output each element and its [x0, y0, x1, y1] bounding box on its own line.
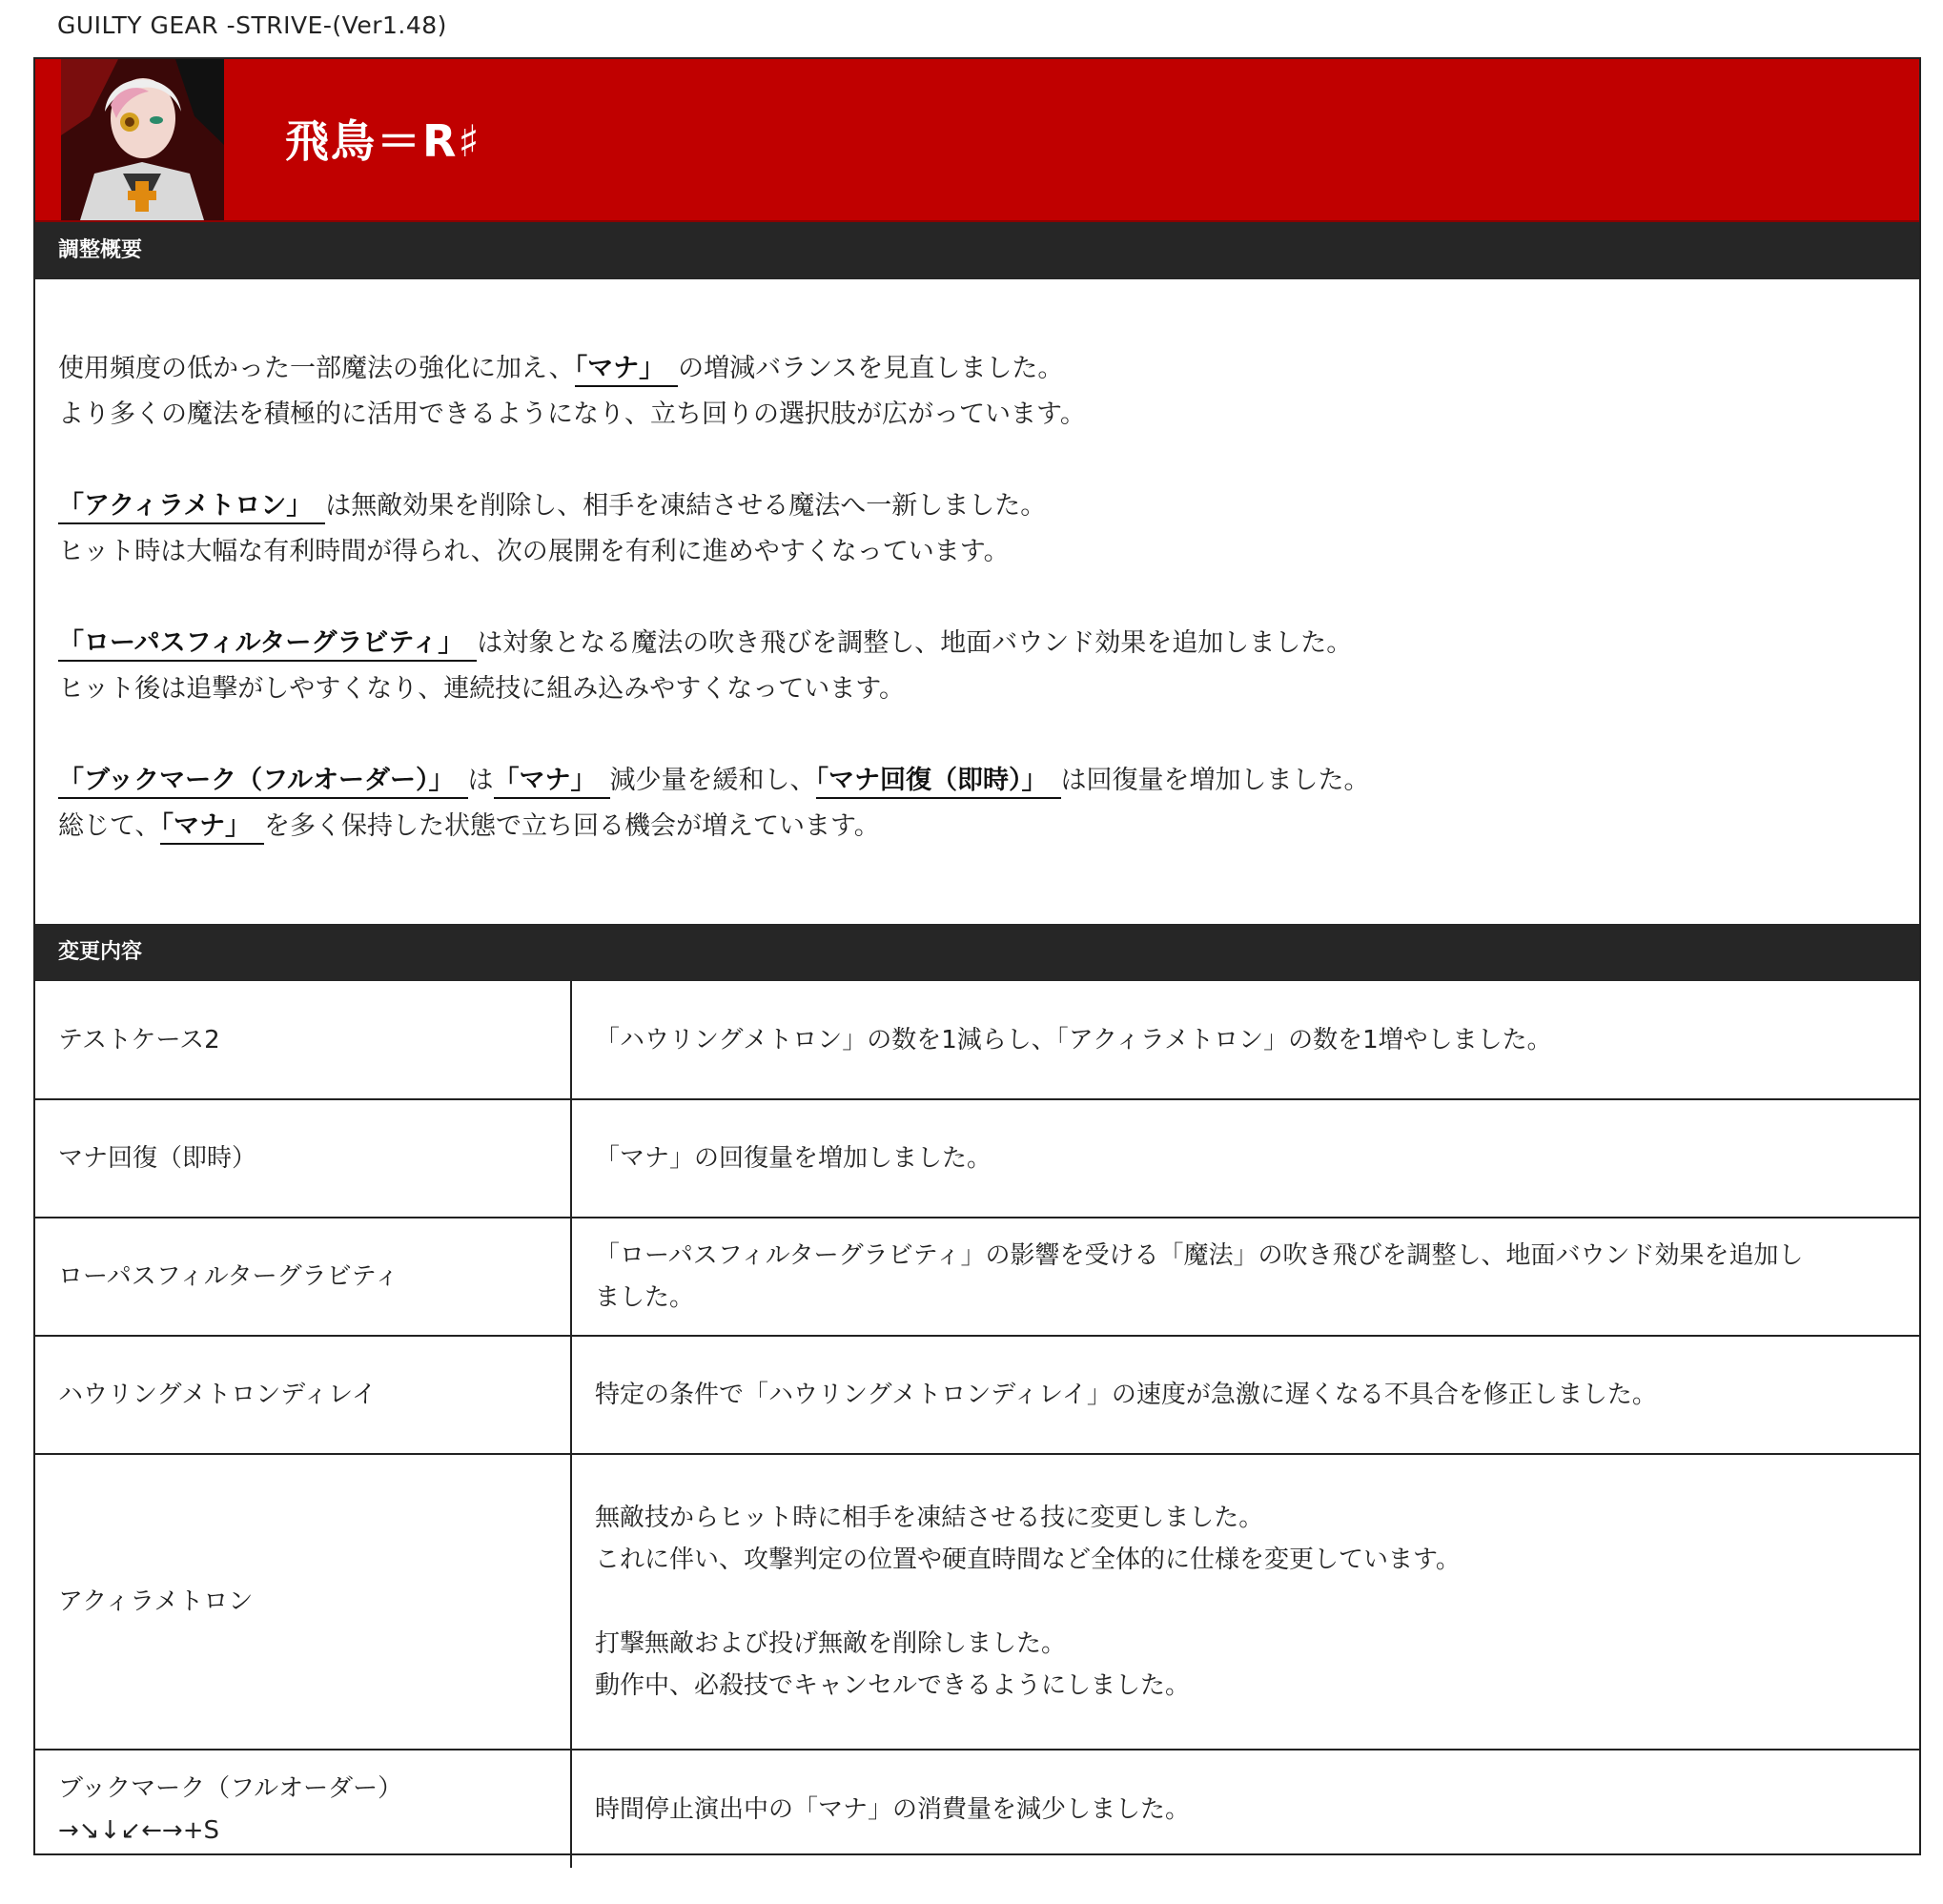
table-row: [35, 1454, 1919, 1750]
keyword-low-pass-filter-gravity: 「ローパスフィルターグラビティ」: [58, 628, 477, 662]
move-name: マナ回復（即時）: [35, 1099, 571, 1218]
changes-table: [35, 981, 1919, 1868]
summary-text: は回復量を増加しました。: [1060, 766, 1370, 795]
move-name: アクィラメトロン: [35, 1454, 571, 1750]
move-name-label: ブックマーク（フルオーダー）: [58, 1773, 403, 1803]
description-line: ました。: [595, 1283, 695, 1312]
keyword-bookmark-full-order: 「ブックマーク（フルオーダー）」: [58, 766, 468, 799]
change-description: [571, 1218, 1919, 1336]
summary-text: ヒット後は追撃がしやすくなり、連続技に組み込みやすくなっています。: [58, 674, 906, 704]
description-line: 無敵技からヒット時に相手を凍結させる技に変更しました。: [595, 1504, 1264, 1532]
move-name: ハウリングメトロンディレイ: [35, 1336, 571, 1454]
adjustment-summary: [35, 279, 1919, 924]
keyword-mana: 「マナ」: [575, 354, 679, 387]
summary-text: 使用頻度の低かった一部魔法の強化に加え、: [58, 354, 575, 383]
summary-text: は対象となる魔法の吹き飛びを調整し、地面バウンド効果を追加しました。: [477, 628, 1353, 658]
keyword-mana-recovery: 「マナ回復（即時）」: [816, 766, 1061, 799]
summary-text: より多くの魔法を積極的に活用できるようになり、立ち回りの選択肢が広がっています。: [58, 399, 1086, 429]
changes-section-header: 変更内容: [35, 924, 1919, 981]
description-line: 打撃無敵および投げ無敵を削除しました。: [595, 1629, 1067, 1658]
keyword-mana: 「マナ」: [494, 766, 610, 799]
summary-text: の増減バランスを見直しました。: [678, 354, 1064, 383]
summary-section-header: 調整概要: [35, 222, 1919, 279]
patch-notes-panel: [33, 57, 1921, 1855]
character-header: [35, 59, 1919, 222]
character-name: 飛鳥＝R♯: [285, 115, 481, 167]
summary-text: 減少量を緩和し、: [609, 766, 816, 795]
character-portrait-icon: [61, 59, 224, 220]
summary-paragraph: [58, 346, 1896, 438]
game-title: GUILTY GEAR -STRIVE-(Ver1.48): [57, 11, 447, 39]
move-name: テストケース2: [35, 981, 571, 1099]
change-description: 時間停止演出中の「マナ」の消費量を減少しました。: [571, 1750, 1919, 1868]
description-spacer: [595, 1581, 1896, 1623]
keyword-mana: 「マナ」: [160, 811, 264, 845]
move-command: →↘↓↙←→+S: [58, 1815, 219, 1845]
change-description: [571, 1454, 1919, 1750]
summary-paragraph: [58, 483, 1896, 575]
summary-paragraph: [58, 758, 1896, 850]
summary-text: は: [467, 766, 494, 795]
move-name: [35, 1750, 571, 1868]
table-row: [35, 1336, 1919, 1454]
summary-text: は無敵効果を削除し、相手を凍結させる魔法へ一新しました。: [325, 491, 1047, 521]
keyword-aquila-metron: 「アクィラメトロン」: [58, 491, 325, 524]
move-name: ローパスフィルターグラビティ: [35, 1218, 571, 1336]
table-row: [35, 1099, 1919, 1218]
description-line: 「ローパスフィルターグラビティ」の影響を受ける「魔法」の吹き飛びを調整し、地面バウンド効果を追加し: [595, 1241, 1804, 1270]
summary-paragraph: [58, 621, 1896, 712]
summary-text: を多く保持した状態で立ち回る機会が増えています。: [263, 811, 880, 841]
change-description: 「マナ」の回復量を増加しました。: [571, 1099, 1919, 1218]
table-row: [35, 1750, 1919, 1868]
change-description: 「ハウリングメトロン」の数を1減らし、「アクィラメトロン」の数を1増やしました。: [595, 1025, 1552, 1054]
change-description: 特定の条件で「ハウリングメトロンディレイ」の速度が急激に遅くなる不具合を修正しました。: [571, 1336, 1919, 1454]
table-row: [35, 1218, 1919, 1336]
table-row: [35, 981, 1919, 1099]
summary-text: ヒット時は大幅な有利時間が得られ、次の展開を有利に進めやすくなっています。: [58, 537, 1010, 566]
description-line: これに伴い、攻撃判定の位置や硬直時間など全体的に仕様を変更しています。: [595, 1546, 1461, 1574]
summary-text: 総じて、: [58, 811, 161, 841]
description-line: 動作中、必殺技でキャンセルできるようにしました。: [595, 1671, 1191, 1700]
